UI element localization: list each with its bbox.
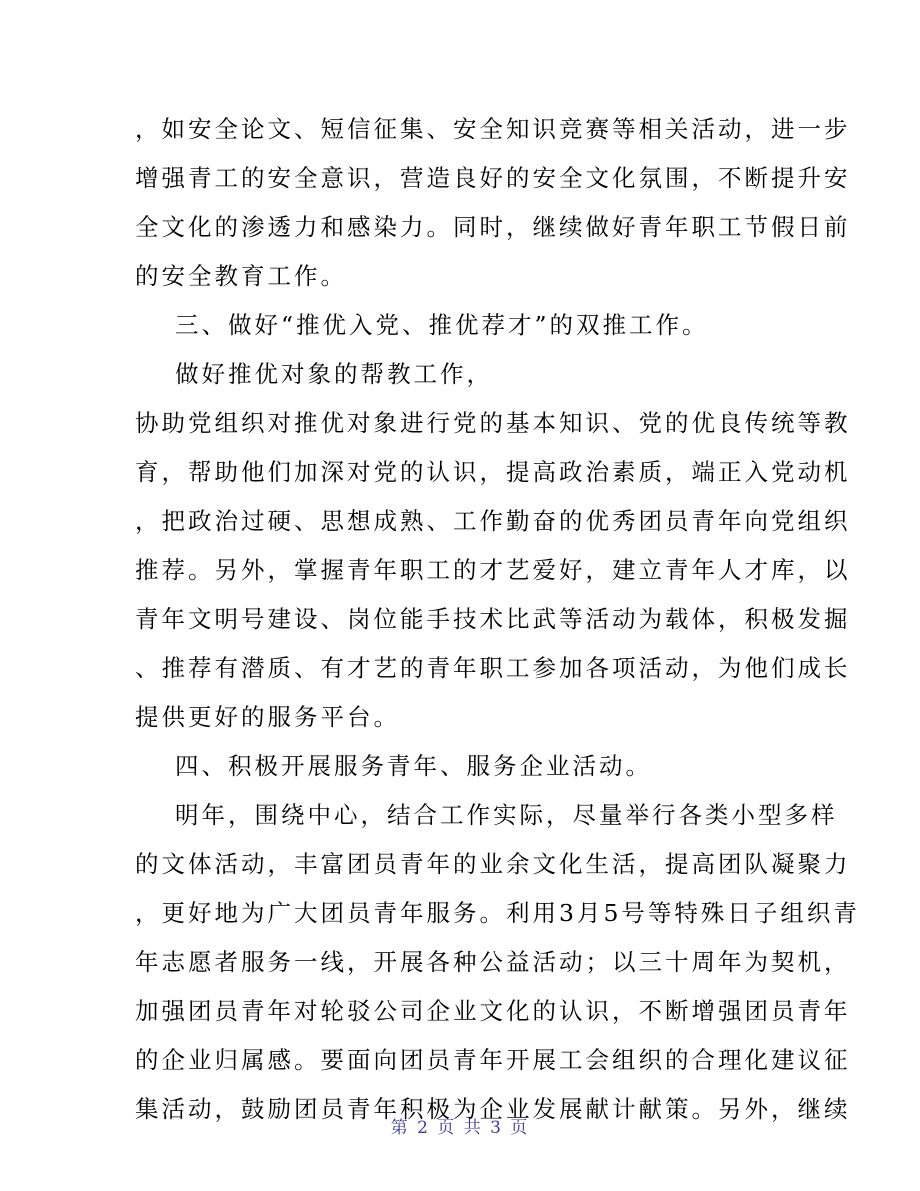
- text-line: 、推荐有潜质、有才艺的青年职工参加各项活动，为他们成长: [135, 654, 851, 682]
- text-line: 提供更好的服务平台。: [135, 703, 400, 731]
- text-line: 年志愿者服务一线，开展各种公益活动；以三十周年为契机，: [135, 948, 851, 976]
- text-line: ，把政治过硬、思想成熟、工作勤奋的优秀团员青年向党组织: [135, 507, 851, 535]
- document-body: [135, 105, 860, 1134]
- section-heading-4: 四、积极开展服务青年、服务企业活动。: [175, 752, 652, 780]
- text-line: 做好推优对象的帮教工作，: [175, 360, 493, 388]
- text-line: 推荐。另外，掌握青年职工的才艺爱好，建立青年人才库，以: [135, 556, 851, 584]
- text-line: 明年，围绕中心，结合工作实际，尽量举行各类小型多样: [175, 801, 838, 829]
- text-line: 青年文明号建设、岗位能手技术比武等活动为载体，积极发掘: [135, 605, 851, 633]
- text-line: 的企业归属感。要面向团员青年开展工会组织的合理化建议征: [135, 1046, 851, 1074]
- text-line: 的安全教育工作。: [135, 262, 347, 290]
- text-line: 全文化的渗透力和感染力。同时，继续做好青年职工节假日前: [135, 213, 851, 241]
- text-line: 协助党组织对推优对象进行党的基本知识、党的优良传统等教: [135, 409, 851, 437]
- text-line: ，如安全论文、短信征集、安全知识竞赛等相关活动，进一步: [135, 115, 851, 143]
- section-heading-3: 三、做好“推优入党、推优荐才”的双推工作。: [175, 311, 709, 339]
- text-line: 育，帮助他们加深对党的认识，提高政治素质，端正入党动机: [135, 458, 851, 486]
- text-line: ，更好地为广大团员青年服务。利用3月5号等特殊日子组织青: [135, 899, 860, 927]
- text-line: 的文体活动，丰富团员青年的业余文化生活，提高团队凝聚力: [135, 850, 851, 878]
- text-line: 加强团员青年对轮驳公司企业文化的认识，不断增强团员青年: [135, 997, 851, 1025]
- text-line: 增强青工的安全意识，营造良好的安全文化氛围，不断提升安: [135, 164, 851, 192]
- page-number-footer: 第 2 页 共 3 页: [390, 1118, 530, 1138]
- text-line: 集活动，鼓励团员青年积极为企业发展献计献策。另外，继续: [135, 1095, 851, 1123]
